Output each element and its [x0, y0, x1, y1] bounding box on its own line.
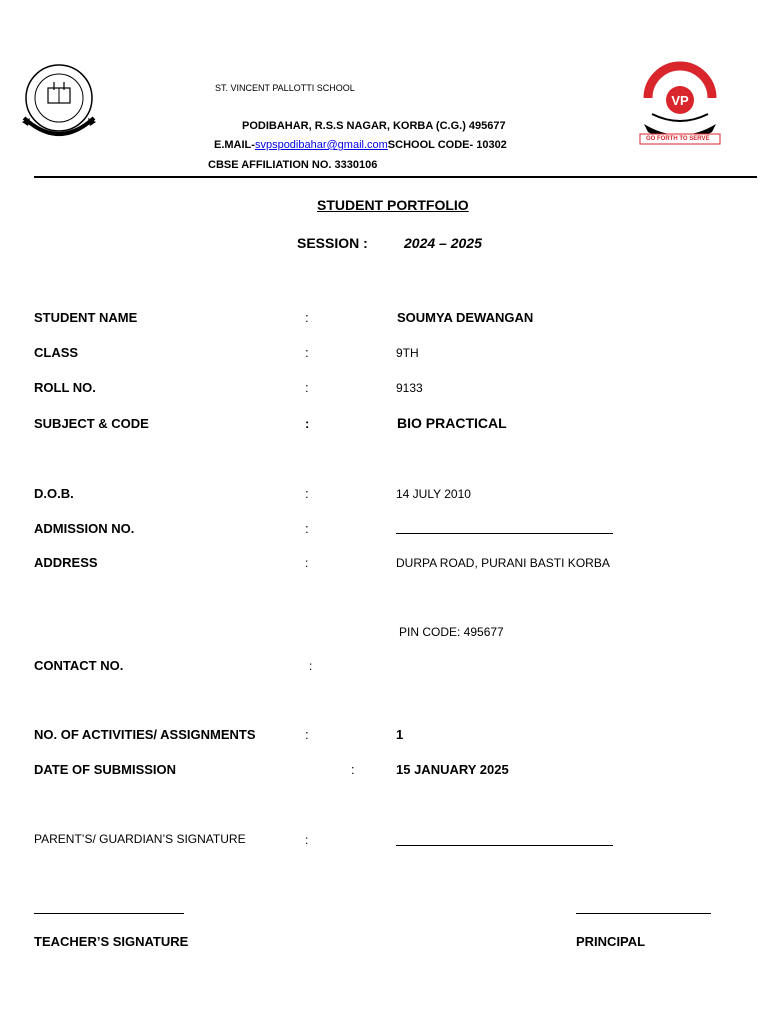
crest-motto: GO FORTH TO SERVE	[646, 136, 710, 142]
activities-sep: :	[305, 727, 309, 742]
affiliation-number: CBSE AFFILIATION NO. 3330106	[208, 159, 378, 171]
email-label: E.MAIL-	[214, 139, 255, 151]
submission-sep: :	[351, 762, 355, 777]
student-name-value: SOUMYA DEWANGAN	[397, 310, 534, 325]
session-label: SESSION :	[297, 235, 368, 251]
school-name: ST. VINCENT PALLOTTI SCHOOL	[215, 83, 355, 93]
header-divider	[34, 176, 757, 178]
teacher-signature-label: TEACHER’S SIGNATURE	[34, 934, 189, 949]
activities-value: 1	[396, 727, 404, 742]
student-name-sep: :	[305, 310, 309, 325]
admission-no-sep: :	[305, 521, 309, 536]
page-title: STUDENT PORTFOLIO	[317, 197, 469, 213]
contact-line	[214, 139, 507, 151]
class-value: 9TH	[396, 346, 419, 360]
guardian-signature-label: PARENT’S/ GUARDIAN’S SIGNATURE	[34, 832, 246, 846]
subject-code-label: SUBJECT & CODE	[34, 416, 149, 431]
svg-text:VP: VP	[671, 93, 689, 108]
dob-value: 14 JULY 2010	[396, 487, 471, 501]
roll-no-sep: :	[305, 380, 309, 395]
class-label: CLASS	[34, 345, 79, 360]
principal-signature-line	[576, 913, 711, 914]
submission-value: 15 JANUARY 2025	[396, 762, 509, 777]
session-value: 2024 – 2025	[404, 235, 482, 251]
dob-label: D.O.B.	[34, 486, 74, 501]
dob-sep: :	[305, 486, 309, 501]
cbse-emblem-icon	[18, 60, 100, 146]
guardian-signature-blank	[396, 845, 613, 846]
teacher-signature-line	[34, 913, 184, 914]
pin-code: PIN CODE: 495677	[399, 625, 504, 639]
address-sep: :	[305, 556, 309, 570]
admission-no-label: ADMISSION NO.	[34, 521, 135, 536]
activities-label: NO. OF ACTIVITIES/ ASSIGNMENTS	[34, 727, 256, 742]
address-label: ADDRESS	[34, 555, 98, 570]
guardian-signature-sep: :	[305, 833, 309, 847]
subject-code-sep: :	[305, 416, 310, 431]
submission-label: DATE OF SUBMISSION	[34, 762, 177, 777]
roll-no-label: ROLL NO.	[34, 380, 96, 395]
roll-no-value: 9133	[396, 381, 423, 395]
admission-no-blank	[396, 533, 613, 534]
contact-no-sep: :	[309, 659, 313, 673]
subject-code-value: BIO PRACTICAL	[397, 415, 507, 431]
address-value: DURPA ROAD, PURANI BASTI KORBA	[396, 556, 610, 570]
principal-label: PRINCIPAL	[576, 934, 646, 949]
class-sep: :	[305, 345, 309, 360]
school-address: PODIBAHAR, R.S.S NAGAR, KORBA (C.G.) 495677	[242, 120, 506, 132]
student-name-label: STUDENT NAME	[34, 310, 138, 325]
school-code: SCHOOL CODE- 10302	[387, 139, 507, 151]
contact-no-label: CONTACT NO.	[34, 658, 124, 673]
email-link[interactable]: svpspodibahar@gmail.com	[254, 139, 388, 151]
